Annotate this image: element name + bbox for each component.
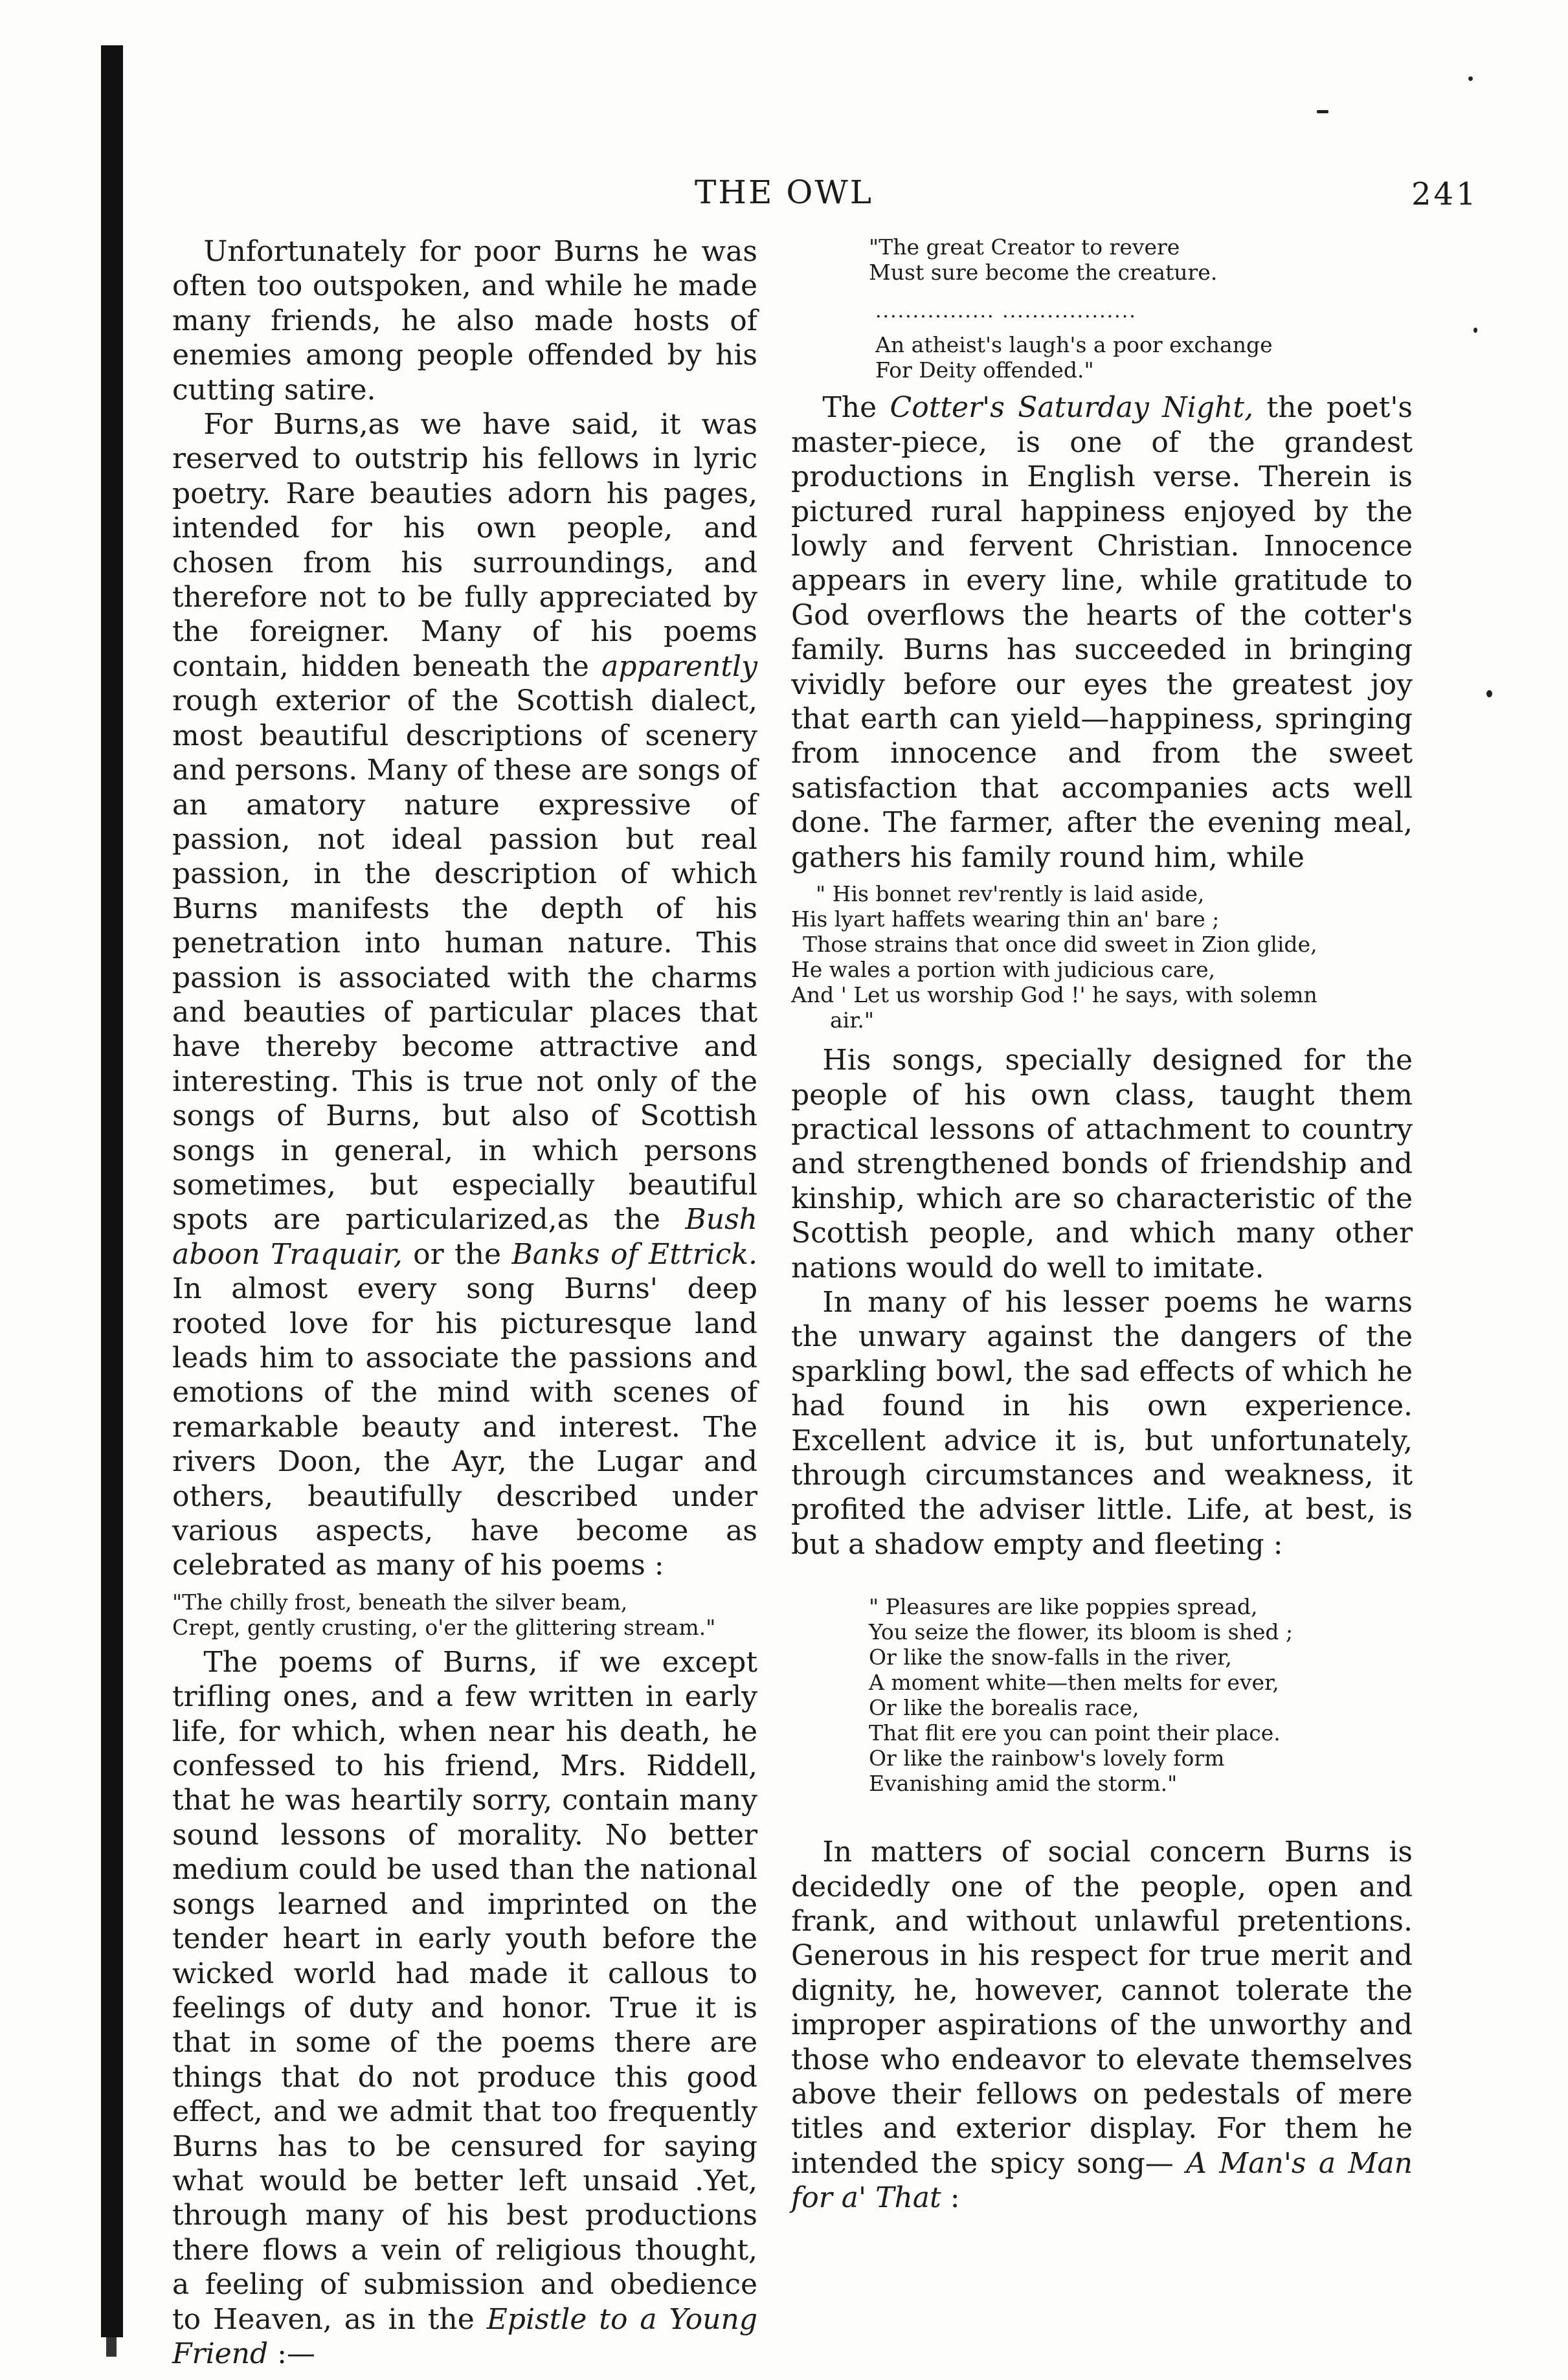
paragraph: The poems of Burns, if we except trifling ones, and a few written in early life, for which, when near his death, he confessed to his friend, Mrs. Riddell, that he was heartily sorry, contain many sound lessons of morality. No better medium could be used than the national songs learned and imprinted on the tender heart in early youth before the wicked world had made it callous to feelings of duty and honor. True it is that in some of the poems there are things that do not produce this good effect, and we admit that too frequently Burns has to be censured for saying what would be better left unsaid .Yet, through many of his best productions there flows a vein of religious thought, a feeling of submission and obedience to Heaven, as in the Epistle to a Young Friend :— — [172, 1645, 757, 2370]
verse-line: " His bonnet rev'rently is laid aside, — [816, 881, 1205, 907]
verse-line: "The great Creator to revere — [869, 234, 1180, 260]
emphasis: apparently — [601, 649, 757, 683]
verse-line: " Pleasures are like poppies spread, — [869, 1594, 1258, 1620]
verse-line: His lyart haffets wearing thin an' bare ; — [791, 906, 1220, 932]
verse-line: Those strains that once did sweet in Zion glide, — [803, 932, 1317, 958]
scan-speck — [1486, 690, 1492, 697]
verse-line: air." — [830, 1007, 875, 1033]
running-head: THE OWL — [695, 174, 873, 211]
verse-quote — [869, 1594, 1413, 1796]
verse-line: That flit ere you can point their place. — [869, 1720, 1281, 1746]
verse-line: You seize the flower, its bloom is shed ; — [869, 1619, 1294, 1645]
paragraph: In matters of social concern Burns is decidedly one of the people, open and frank, and without unlawful pretentions. Generous in his respect for true merit and dignity, he, however, cannot tolerate the improper aspirations of the unworthy and those who endeavor to elevate themselves above their fellows on pedestals of mere titles and exterior display. For them he intended the spicy song— A Man's a Man for a' That : — [791, 1836, 1413, 2215]
verse-line: Must sure become the creature. — [869, 260, 1218, 285]
verse-line: Or like the borealis race, — [869, 1695, 1139, 1721]
scan-speck — [1317, 110, 1328, 113]
page-number: 241 — [1411, 176, 1479, 212]
verse-line: He wales a portion with judicious care, — [791, 957, 1216, 983]
verse-line: Or like the rainbow's lovely form — [869, 1746, 1225, 1771]
paragraph: For Burns,as we have said, it was reserved to outstrip his fellows in lyric poetry. Rare beauties adorn his pages, intended for his own people, and chosen from his surroundings, and therefore not to be fully appreciated by the foreigner. Many of his poems contain, hidden beneath the apparently rough exterior of the Scottish dialect, most beautiful descriptions of scenery and persons. Many of these are songs of an amatory nature expressive of passion, not ideal passion but real passion, in the description of which Burns manifests the depth of his penetration into human nature. This passion is associated with the charms and beauties of particular places that have thereby become attractive and interesting. This is true not only of the songs of Burns, but also of Scottish songs in general, in which persons sometimes, but especially beautiful spots are particularized,as the Bush aboon Traquair, or the Banks of Ettrick. In almost every song Burns' deep rooted love for his picturesque land leads him to associate the passions and emotions of the mind with scenes of remarkable beauty and interest. The rivers Doon, the Ayr, the Lugar and others, beautifully described under various aspects, have become as celebrated as many of his poems : — [172, 408, 758, 1582]
verse-ellipsis: ................ .................. — [875, 300, 1137, 322]
paragraph: The Cotter's Saturday Night, the poet's master-piece, is one of the grandest productions in English verse. Therein is pictured rural happiness enjoyed by the lowly and fervent Christian. Innocence appears in every line, while gratitude to God overflows the hearts of the cotter's family. Burns has succeeded in bringing vividly before our eyes the greatest joy that earth can yield—happiness, springing from innocence and from the sweet satisfaction that accompanies acts well done. The farmer, after the evening meal, gathers his family round him, while — [791, 391, 1413, 874]
verse-line: And ' Let us worship God !' he says, with solemn — [791, 982, 1317, 1008]
paragraph: In many of his lesser poems he warns the unwary against the dangers of the sparkling bowl, the sad effects of which he had found in his own experience. Excellent advice it is, but unfortunately, through circumstances and weakness, it profited the adviser little. Life, at best, is but a shadow empty and fleeting : — [791, 1285, 1413, 1561]
verse-quote — [791, 881, 1413, 1033]
paragraph: Unfortunately for poor Burns he was often too outspoken, and while he made many friends, he also made hosts of enemies among people offended by his cutting satire. — [172, 235, 757, 407]
verse-line: "The chilly frost, beneath the silver beam, — [172, 1589, 628, 1615]
verse-quote — [869, 234, 1413, 285]
song-title: A Man's a Man for a' That — [791, 2146, 1413, 2215]
verse-line: Or like the snow-falls in the river, — [869, 1645, 1232, 1670]
verse-line: A moment white—then melts for ever, — [869, 1670, 1279, 1696]
verse-quote — [875, 332, 1413, 383]
song-title: Bush aboon Traquair, — [172, 1203, 757, 1271]
scan-speck — [1473, 328, 1477, 333]
song-title: Banks of Ettrick. — [511, 1237, 758, 1271]
verse-quote — [172, 1589, 757, 1640]
binding-edge-tail — [106, 2337, 117, 2357]
scan-speck — [1468, 76, 1473, 81]
right-column — [791, 234, 1413, 2216]
verse-line: An atheist's laugh's a poor exchange — [875, 332, 1273, 358]
verse-line: Evanishing amid the storm." — [869, 1771, 1178, 1797]
verse-line: For Deity offended." — [875, 357, 1094, 383]
left-column — [172, 234, 757, 2371]
poem-title: Cotter's Saturday Night, — [890, 391, 1254, 425]
binding-edge — [101, 45, 123, 2337]
poem-title: Epistle to a Young Friend — [172, 2302, 757, 2370]
verse-line: Crept, gently crusting, o'er the glittering stream." — [172, 1614, 716, 1640]
paragraph: His songs, specially designed for the people of his own class, taught them practical lessons of attachment to country and strengthened bonds of friendship and kinship, which are so characteristic of the Scottish people, and which many other nations would do well to imitate. — [791, 1044, 1413, 1285]
